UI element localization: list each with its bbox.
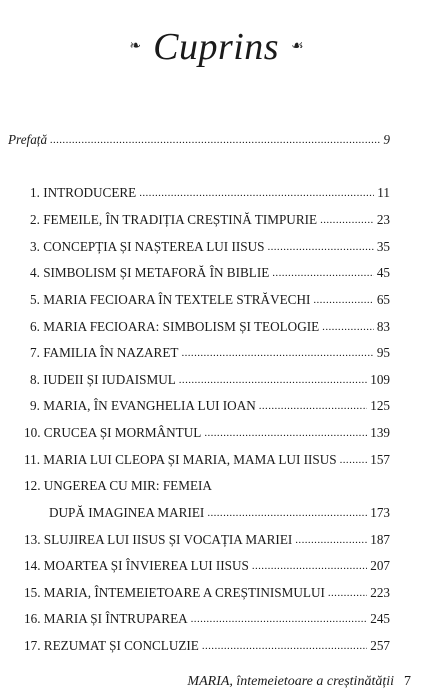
toc-row-14[interactable] (24, 558, 390, 575)
toc-label: 13. SLUJIREA LUI IISUS ȘI VOCAȚIA MARIEI (24, 532, 293, 547)
toc-row-1[interactable] (30, 185, 390, 202)
toc-leader-dots (202, 637, 367, 654)
toc-page-number: 35 (376, 239, 390, 254)
toc-label: 10. CRUCEA ȘI MORMÂNTUL (24, 425, 202, 440)
toc-label: 2. FEMEILE, ÎN TRADIȚIA CREȘTINĂ TIMPURIE (30, 212, 318, 227)
toc-label: 1. INTRODUCERE (30, 185, 137, 200)
page-title: Cuprins (153, 26, 280, 68)
right-ornament-icon: ☙ (291, 39, 304, 54)
toc-row-13[interactable] (24, 532, 390, 549)
toc-page-number: 223 (370, 585, 390, 600)
page-header (0, 22, 433, 72)
toc-leader-dots (267, 238, 373, 255)
toc-row-15[interactable] (24, 585, 390, 602)
toc-row-4[interactable] (30, 265, 390, 282)
toc-page-number: 157 (370, 452, 390, 467)
toc-label: 8. IUDEII ȘI IUDAISMUL (30, 372, 176, 387)
toc-page-number: 95 (376, 345, 390, 360)
toc-row-9[interactable] (30, 398, 390, 415)
toc-page-number: 11 (377, 185, 390, 200)
running-footer (187, 674, 411, 690)
toc-label: 3. CONCEPȚIA ȘI NAȘTEREA LUI IISUS (30, 239, 265, 254)
toc-row-10[interactable] (24, 425, 390, 442)
toc-row-3[interactable] (30, 239, 390, 256)
toc-row-6[interactable] (30, 319, 390, 336)
toc-row-16[interactable] (24, 611, 390, 628)
toc-page-number: 9 (383, 132, 390, 147)
toc-row-7[interactable] (30, 345, 390, 362)
toc-page-number: 23 (376, 212, 390, 227)
toc-leader-dots (181, 344, 373, 361)
toc-leader-dots (320, 211, 374, 228)
toc-page-number: 187 (370, 532, 390, 547)
toc-label: 12. UNGEREA CU MIR: FEMEIA (24, 478, 212, 493)
footer-book-title: MARIA, întemeietoare a creștinătății (187, 674, 394, 689)
footer-page-number: 7 (404, 674, 411, 689)
toc-page-number: 245 (370, 611, 390, 626)
toc-page-number: 173 (370, 505, 390, 520)
toc-label: 14. MOARTEA ȘI ÎNVIEREA LUI IISUS (24, 558, 249, 573)
toc-row-preface[interactable] (8, 132, 390, 149)
toc-page-number: 45 (376, 265, 390, 280)
toc-leader-dots (179, 371, 367, 388)
toc-label: 17. REZUMAT ȘI CONCLUZIE (24, 638, 199, 653)
toc-label: 11. MARIA LUI CLEOPA ȘI MARIA, MAMA LUI IISUS (24, 452, 337, 467)
toc-leader-dots (328, 584, 367, 601)
toc-leader-dots (191, 610, 368, 627)
toc-row-12[interactable] (24, 478, 390, 494)
toc-label: DUPĂ IMAGINEA MARIEI (49, 505, 205, 520)
toc-label: 5. MARIA FECIOARA ÎN TEXTELE STRĂVECHI (30, 292, 311, 307)
toc-page-number: 139 (370, 425, 390, 440)
toc-row-11[interactable] (24, 452, 390, 469)
toc-row-5[interactable] (30, 292, 390, 309)
toc-label: 16. MARIA ȘI ÎNTRUPAREA (24, 611, 188, 626)
toc-row-8[interactable] (30, 372, 390, 389)
toc-leader-dots (252, 557, 367, 574)
toc-page-number: 65 (376, 292, 390, 307)
toc-row-2[interactable] (30, 212, 390, 229)
toc-leader-dots (259, 397, 367, 414)
toc-label: 7. FAMILIA ÎN NAZARET (30, 345, 179, 360)
toc-label: 15. MARIA, ÎNTEMEIETOARE A CREȘTINISMULUI (24, 585, 325, 600)
toc-page-number: 257 (370, 638, 390, 653)
toc-row-12-continued[interactable] (49, 505, 390, 522)
toc-leader-dots (204, 424, 367, 441)
toc-leader-dots (322, 318, 374, 335)
toc-leader-dots (139, 184, 374, 201)
toc-page-number: 109 (370, 372, 390, 387)
toc-leader-dots (295, 531, 367, 548)
toc-leader-dots (272, 264, 374, 281)
toc-page-number: 83 (376, 319, 390, 334)
toc-page-number: 207 (370, 558, 390, 573)
toc-label: 6. MARIA FECIOARA: SIMBOLISM ȘI TEOLOGIE (30, 319, 320, 334)
toc-page-number: 125 (370, 398, 390, 413)
toc-row-17[interactable] (24, 638, 390, 655)
toc-leader-dots (50, 131, 380, 148)
toc-leader-dots (207, 504, 367, 521)
toc-label: Prefață (8, 132, 48, 147)
toc-leader-dots (340, 451, 368, 468)
toc-label: 9. MARIA, ÎN EVANGHELIA LUI IOAN (30, 398, 256, 413)
toc-label: 4. SIMBOLISM ȘI METAFORĂ ÎN BIBLIE (30, 265, 270, 280)
left-ornament-icon: ❧ (129, 39, 142, 54)
toc-leader-dots (313, 291, 373, 308)
